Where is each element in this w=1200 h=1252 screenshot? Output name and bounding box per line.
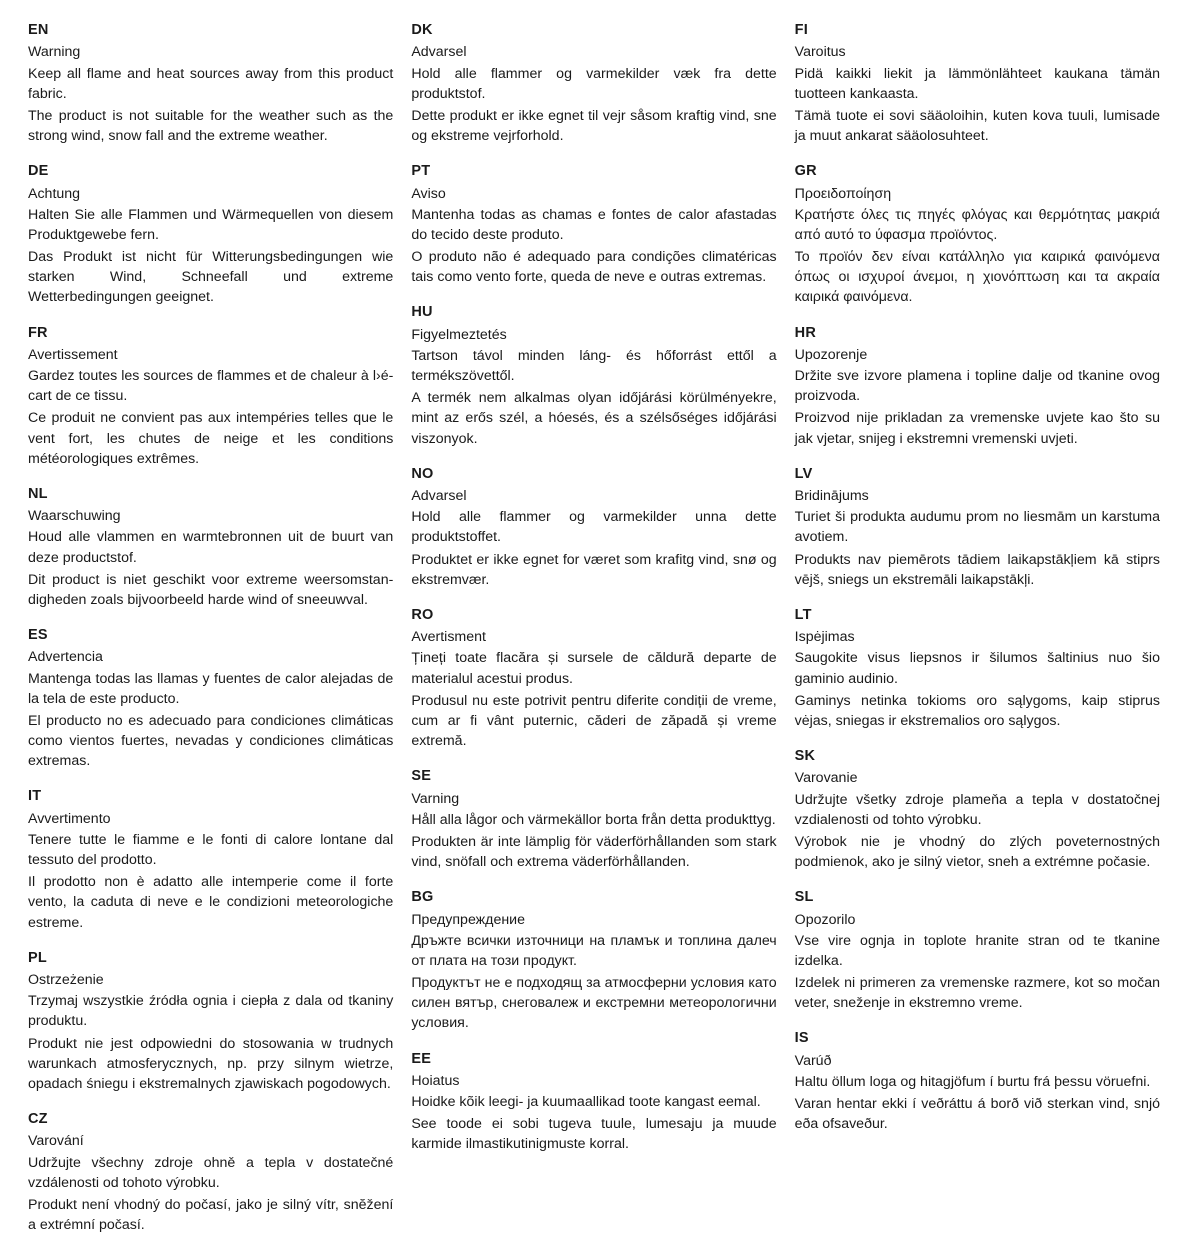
warning-heading: Varúð	[794, 1052, 832, 1069]
warning-paragraph: Țineți toate flacăra și sursele de căldură departe de materialul acestui produs.	[411, 650, 777, 687]
warning-paragraph: Το προϊόν δεν είναι κατάλληλο για καιρικά φαινόμενα όπως οι ισχυροί άνεμοι, η χιονόπτωση και τα ακραία καιρικά φαινόμενα.	[794, 249, 1160, 306]
warning-paragraph: Il prodotto non è adatto alle intemperie come il forte vento, la caduta di neve e le condizioni meteorologiche estreme.	[28, 874, 394, 931]
columns-container	[28, 22, 1178, 1252]
language-code: HR	[794, 324, 816, 341]
warning-paragraph: Udržujte všechny zdroje ohně a tepla v dostatečné vzdálenosti od tohoto výrobku.	[28, 1154, 394, 1191]
warning-paragraph: Håll alla lågor och värmekällor borta från detta produkttyg.	[411, 811, 776, 828]
warning-paragraph: Produktet er ikke egnet for været som krafitg vind, snø og ekstremvær.	[411, 551, 777, 588]
warning-paragraph: Výrobok nie je vhodný do zlých poveternostných podmienok, ako je silný vietor, sneh a extrémne počasie.	[794, 833, 1160, 871]
warning-heading: Advarsel	[411, 488, 467, 505]
language-block-no	[411, 466, 776, 590]
warning-paragraph: Haltu öllum loga og hitagjöfum í burtu frá þessu vöruefni.	[794, 1073, 1151, 1090]
warning-paragraph: Udržujte všetky zdroje plameňa a tepla v dostatočnej vzdialenosti od tohto výrobku.	[794, 791, 1160, 828]
language-block-en	[28, 22, 393, 146]
language-block-ee	[411, 1051, 776, 1155]
language-block-is	[795, 1030, 1160, 1134]
language-column-1	[28, 22, 411, 1252]
language-code: DE	[28, 163, 49, 180]
language-column-3	[795, 22, 1178, 1151]
language-code: SE	[411, 768, 432, 785]
language-block-de	[28, 163, 393, 307]
language-block-cz	[28, 1111, 393, 1235]
warning-heading: Предупреждение	[411, 911, 525, 928]
language-block-pl	[28, 950, 393, 1094]
language-code: PL	[28, 949, 47, 966]
warning-paragraph: Дръжте всички източници на пламък и топлина далеч от плата на този продукт.	[411, 932, 777, 969]
warning-paragraph: Tenere tutte le fiamme e le fonti di calore lontane dal tessuto del prodotto.	[28, 831, 394, 869]
warning-paragraph: Hoidke kõik leegi- ja kuumaallikad toote kangast eemal.	[411, 1094, 761, 1111]
warning-paragraph: Продуктът не е подходящ за атмосферни условия като силен вятър, снеговалеж и екстремни метеорологични условия.	[411, 975, 777, 1032]
warning-paragraph: Dette produkt er ikke egnet til vejr såsom kraftig vind, sne og ekstreme vejrforhold.	[411, 107, 777, 145]
language-block-nl	[28, 486, 393, 610]
language-block-it	[28, 788, 393, 932]
warning-paragraph: Držite sve izvore plamena i topline dalje od tkanine ovog proizvoda.	[794, 368, 1160, 405]
language-block-es	[28, 627, 393, 771]
language-code: EE	[411, 1050, 432, 1067]
warning-paragraph: O produto não é adequado para condições climatéricas tais como vento forte, queda de neve e outras extremas.	[411, 249, 777, 286]
language-block-lv	[795, 466, 1160, 590]
warning-paragraph: El producto no es adecuado para condiciones climáticas como vientos fuertes, nevadas y condiciones climáticas extremas.	[28, 712, 394, 770]
language-code: NL	[28, 485, 48, 502]
language-block-fi	[795, 22, 1160, 146]
warning-heading: Aviso	[411, 185, 446, 202]
warning-heading: Avertissement	[28, 346, 118, 363]
warning-paragraph: Produkten är inte lämplig för väderförhållanden som stark vind, snöfall och extrema väderförhållanden.	[411, 833, 777, 871]
warning-paragraph: Pidä kaikki liekit ja lämmönlähteet kaukana tämän tuotteen kankaasta.	[794, 65, 1160, 102]
warning-paragraph: Houd alle vlammen en warmtebronnen uit de buurt van deze productstof.	[28, 529, 394, 566]
language-code: FR	[28, 324, 48, 341]
warning-paragraph: See toode ei sobi tugeva tuule, lumesaju ja muude karmide ilmastikutinigmuste korral.	[411, 1116, 777, 1153]
warning-heading: Achtung	[28, 185, 81, 202]
warning-paragraph: Κρατήστε όλες τις πηγές φλόγας και θερμότητας μακριά από αυτό το ύφασμα προϊόντος.	[794, 206, 1160, 243]
warning-heading: Opozorilo	[794, 911, 856, 928]
warning-paragraph: Vse vire ognja in toplote hranite stran od te tkanine izdelka.	[794, 932, 1160, 969]
warning-paragraph: Das Produkt ist nicht für Witterungsbedingungen wie starken Wind, Schneefall und extreme Wetterbedingungen geeignet.	[28, 249, 394, 306]
language-code: GR	[794, 163, 817, 180]
warning-paragraph: Turiet ši produkta audumu prom no liesmām un karstuma avotiem.	[794, 509, 1160, 546]
warning-heading: Varning	[411, 790, 460, 807]
language-block-lt	[795, 607, 1160, 731]
language-code: SK	[794, 748, 816, 765]
language-code: IT	[28, 788, 42, 805]
warning-heading: Προειδοποίηση	[794, 185, 892, 202]
warning-paragraph: Hold alle flammer og varmekilder væk fra dette produktstof.	[411, 65, 777, 102]
warning-heading: Ispėjimas	[794, 629, 855, 646]
warning-heading: Figyelmeztetés	[411, 326, 507, 343]
language-code: FI	[794, 22, 808, 38]
warning-heading: Ostrzeżenie	[28, 972, 104, 989]
language-code: DK	[411, 22, 433, 38]
warning-heading: Avvertimento	[28, 810, 111, 827]
warning-heading: Varování	[28, 1133, 84, 1150]
warning-heading: Avertisment	[411, 629, 486, 646]
language-code: PT	[411, 163, 431, 180]
warning-paragraph: A termék nem alkalmas olyan időjárási körülményekre, mint az erős szél, a hóesés, és a szélsőséges időjárási viszonyok.	[411, 390, 777, 447]
language-column-2	[411, 22, 794, 1172]
warning-heading: Varoitus	[794, 44, 846, 61]
language-block-hr	[795, 325, 1160, 449]
warning-heading: Advertencia	[28, 649, 103, 666]
warning-paragraph: Tartson távol minden láng- és hőforrást ettől a termékszövettől.	[411, 347, 777, 385]
warning-heading: Bridinājums	[794, 488, 869, 505]
warning-paragraph: Gardez toutes les sources de flammes et de chaleur à l›é-cart de ce tissu.	[28, 368, 394, 405]
warning-paragraph: Dit product is niet geschikt voor extreme weersomstan-digheden zoals bijvoorbeeld harde wind of sneeuwval.	[28, 571, 394, 608]
language-code: LV	[794, 465, 813, 482]
language-block-dk	[411, 22, 776, 146]
language-block-se	[411, 768, 776, 872]
language-code: SL	[794, 889, 814, 906]
warning-heading: Hoiatus	[411, 1072, 460, 1089]
warning-paragraph: The product is not suitable for the weather such as the strong wind, snow fall and the extreme weather.	[28, 107, 394, 145]
warning-paragraph: Tämä tuote ei sovi sääoloihin, kuten kova tuuli, lumisade ja muut ankarat sääolosuhteet.	[794, 107, 1160, 145]
language-code: NO	[411, 465, 434, 482]
warning-paragraph: Produkt nie jest odpowiedni do stosowania w trudnych warunkach atmosferycznych, np. przy silnym wietrze, opadach śniegu i ekstremalnych zjawiskach pogodowych.	[28, 1035, 394, 1092]
warning-paragraph: Produkt není vhodný do počasí, jako je silný vítr, snĕžení a extrémní počasí.	[28, 1196, 394, 1233]
language-block-bg	[411, 889, 776, 1033]
language-block-fr	[28, 325, 393, 469]
warning-heading: Varovanie	[794, 770, 858, 787]
language-code: BG	[411, 889, 434, 906]
language-block-hu	[411, 304, 776, 448]
language-code: CZ	[28, 1110, 48, 1127]
language-block-gr	[795, 163, 1160, 307]
language-code: LT	[794, 606, 812, 623]
language-block-ro	[411, 607, 776, 751]
language-block-pt	[411, 163, 776, 287]
warning-paragraph: Hold alle flammer og varmekilder unna dette produktstoffet.	[411, 509, 777, 546]
warning-paragraph: Varan hentar ekki í veðráttu á borð við sterkan vind, snjó eða ofsaveður.	[794, 1096, 1160, 1133]
language-code: RO	[411, 606, 434, 623]
warning-paragraph: Mantenha todas as chamas e fontes de calor afastadas do tecido deste produto.	[411, 206, 777, 243]
language-code: EN	[28, 22, 49, 38]
warning-paragraph: Mantenga todas las llamas y fuentes de calor alejadas de la tela de este producto.	[28, 670, 394, 707]
warning-heading: Warning	[28, 44, 81, 61]
warning-paragraph: Produkts nav piemērots tādiem laikapstākļiem kā stiprs vējš, sniegs un ekstremāli laikapstākļi.	[794, 551, 1160, 588]
warning-paragraph: Izdelek ni primeren za vremenske razmere, kot so močan veter, sneženje in ekstremno vreme.	[794, 975, 1160, 1012]
warning-paragraph: Produsul nu este potrivit pentru diferite condiții de vreme, cum ar fi vânt puternic, căderi de zăpadă și vreme extremă.	[411, 692, 777, 750]
warning-paragraph: Proizvod nije prikladan za vremenske uvjete kao što su jak vjetar, snijeg i ekstremni vremenski uvjeti.	[794, 410, 1160, 447]
language-code: IS	[794, 1030, 809, 1047]
warning-heading: Upozorenje	[794, 346, 868, 363]
warning-paragraph: Trzymaj wszystkie źródła ognia i ciepła z dala od tkaniny produktu.	[28, 993, 394, 1030]
warning-paragraph: Halten Sie alle Flammen und Wärmequellen von diesem Produktgewebe fern.	[28, 206, 394, 243]
warning-paragraph: Keep all flame and heat sources away from this product fabric.	[28, 65, 394, 102]
warning-paragraph: Saugokite visus liepsnos ir šilumos šaltinius nuo šio gaminio audinio.	[794, 650, 1160, 687]
warning-paragraph: Ce produit ne convient pas aux intempéries telles que le vent fort, les chutes de neige et les conditions météorologiques extrêmes.	[28, 410, 394, 467]
warning-heading: Waarschuwing	[28, 508, 121, 525]
language-block-sk	[795, 748, 1160, 872]
language-block-sl	[795, 889, 1160, 1013]
warning-heading: Advarsel	[411, 44, 467, 61]
warning-paragraph: Gaminys netinka tokioms oro sąlygoms, kaip stiprus vėjas, sniegas ir ekstremalios oro sąlygos.	[794, 692, 1160, 729]
language-code: ES	[28, 627, 48, 643]
language-code: HU	[411, 304, 433, 321]
